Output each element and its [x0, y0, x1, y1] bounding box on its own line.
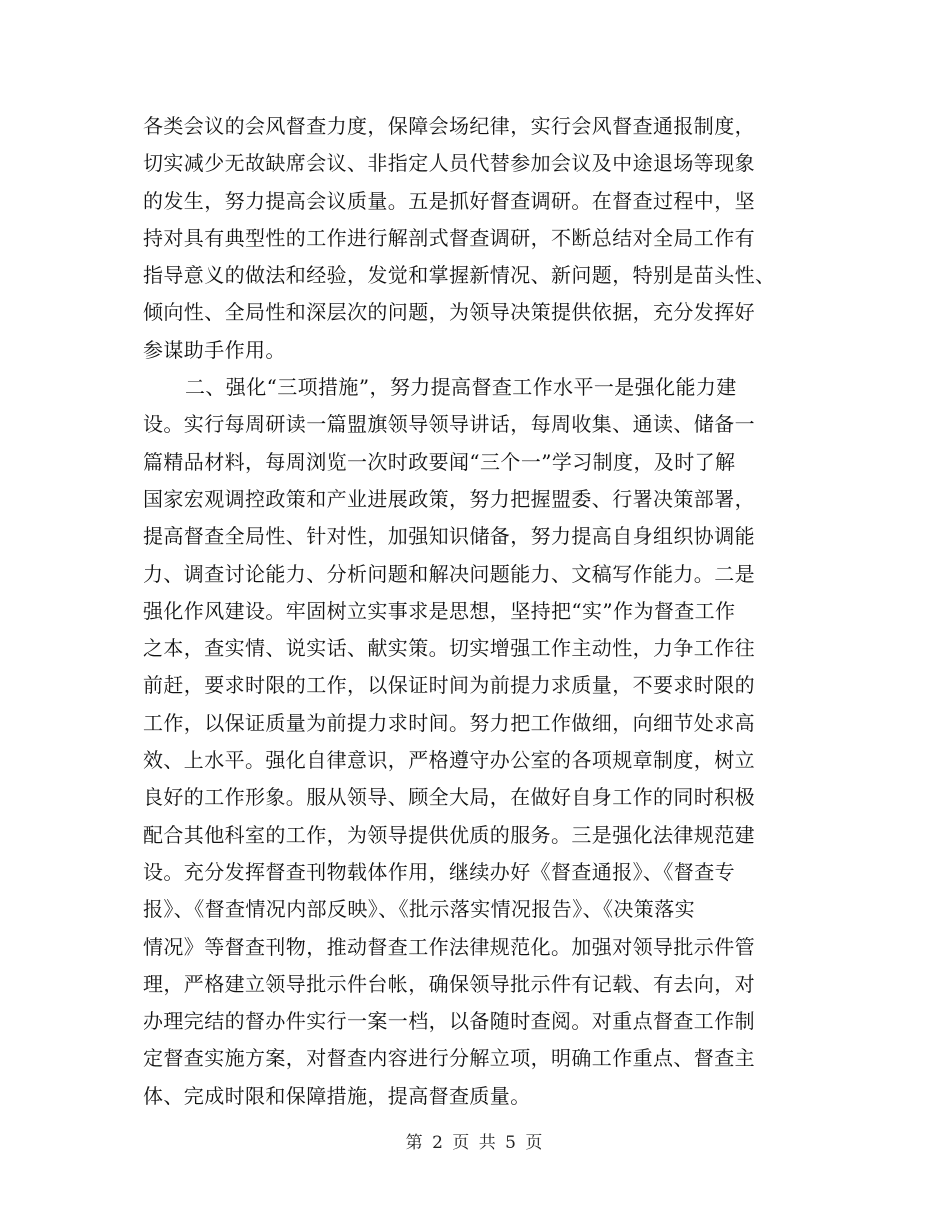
paragraph-start-line: 二、强化“三项措施”，努力提高督查工作水平一是强化能力建 — [185, 375, 737, 400]
text-line: 报》、《督查情况内部反映》、《批示落实情况报告》、《决策落实 — [143, 897, 695, 922]
text-line: 各类会议的会风督查力度，保障会场纪律，实行会风督查通报制度， — [143, 114, 755, 138]
text-line: 切实减少无故缺席会议、非指定人员代替参加会议及中途退场等现象 — [143, 151, 755, 176]
text-line: 国家宏观调控政策和产业进展政策，努力把握盟委、行署决策部署， — [143, 486, 755, 511]
body-text — [143, 108, 813, 1115]
text-line: 理，严格建立领导批示件台帐，确保领导批示件有记载、有去向，对 — [143, 971, 755, 996]
text-line: 情况》等督查刊物，推动督查工作法律规范化。加强对领导批示件管 — [143, 934, 755, 959]
text-line: 前赶，要求时限的工作，以保证时间为前提力求质量，不要求时限的 — [143, 673, 755, 698]
text-line: 办理完结的督办件实行一案一档，以备随时查阅。对重点督查工作制 — [143, 1009, 755, 1034]
text-line: 设。充分发挥督查刊物载体作用，继续办好《督查通报》、《督查专 — [143, 859, 735, 884]
text-line: 参谋助手作用。 — [143, 337, 286, 362]
text-line: 的发生，努力提高会议质量。五是抓好督查调研。在督查过程中，坚 — [143, 188, 755, 213]
text-line: 设。实行每周研读一篇盟旗领导领导讲话，每周收集、通读、储备一 — [143, 412, 755, 437]
text-line: 强化作风建设。牢固树立实事求是思想，坚持把“实”作为督查工作 — [143, 598, 736, 623]
text-line: 篇精品材料，每周浏览一次时政要闻“三个一”学习制度，及时了解 — [143, 449, 736, 474]
text-line: 持对具有典型性的工作进行解剖式督查调研，不断总结对全局工作有 — [143, 225, 755, 250]
page-number-footer: 第 2 页 共 5 页 — [405, 1133, 545, 1153]
text-line: 提高督查全局性、针对性，加强知识储备，努力提高自身组织协调能 — [143, 524, 755, 549]
text-line: 指导意义的做法和经验，发觉和掌握新情况、新问题，特别是苗头性、 — [143, 263, 776, 288]
text-line: 良好的工作形象。服从领导、顾全大局，在做好自身工作的同时积极 — [143, 785, 755, 810]
text-line: 之本，查实情、说实话、献实策。切实增强工作主动性，力争工作往 — [143, 636, 755, 661]
text-line: 体、完成时限和保障措施，提高督查质量。 — [143, 1083, 531, 1108]
text-line: 工作，以保证质量为前提力求时间。努力把工作做细，向细节处求高 — [143, 710, 755, 735]
text-line: 倾向性、全局性和深层次的问题，为领导决策提供依据，充分发挥好 — [143, 300, 755, 325]
text-line: 定督查实施方案，对督查内容进行分解立项，明确工作重点、督查主 — [143, 1046, 755, 1071]
text-line: 配合其他科室的工作，为领导提供优质的服务。三是强化法律规范建 — [143, 822, 755, 847]
text-line: 效、上水平。强化自律意识，严格遵守办公室的各项规章制度，树立 — [143, 748, 755, 773]
text-line: 力、调查讨论能力、分析问题和解决问题能力、文稿写作能力。二是 — [143, 561, 755, 586]
